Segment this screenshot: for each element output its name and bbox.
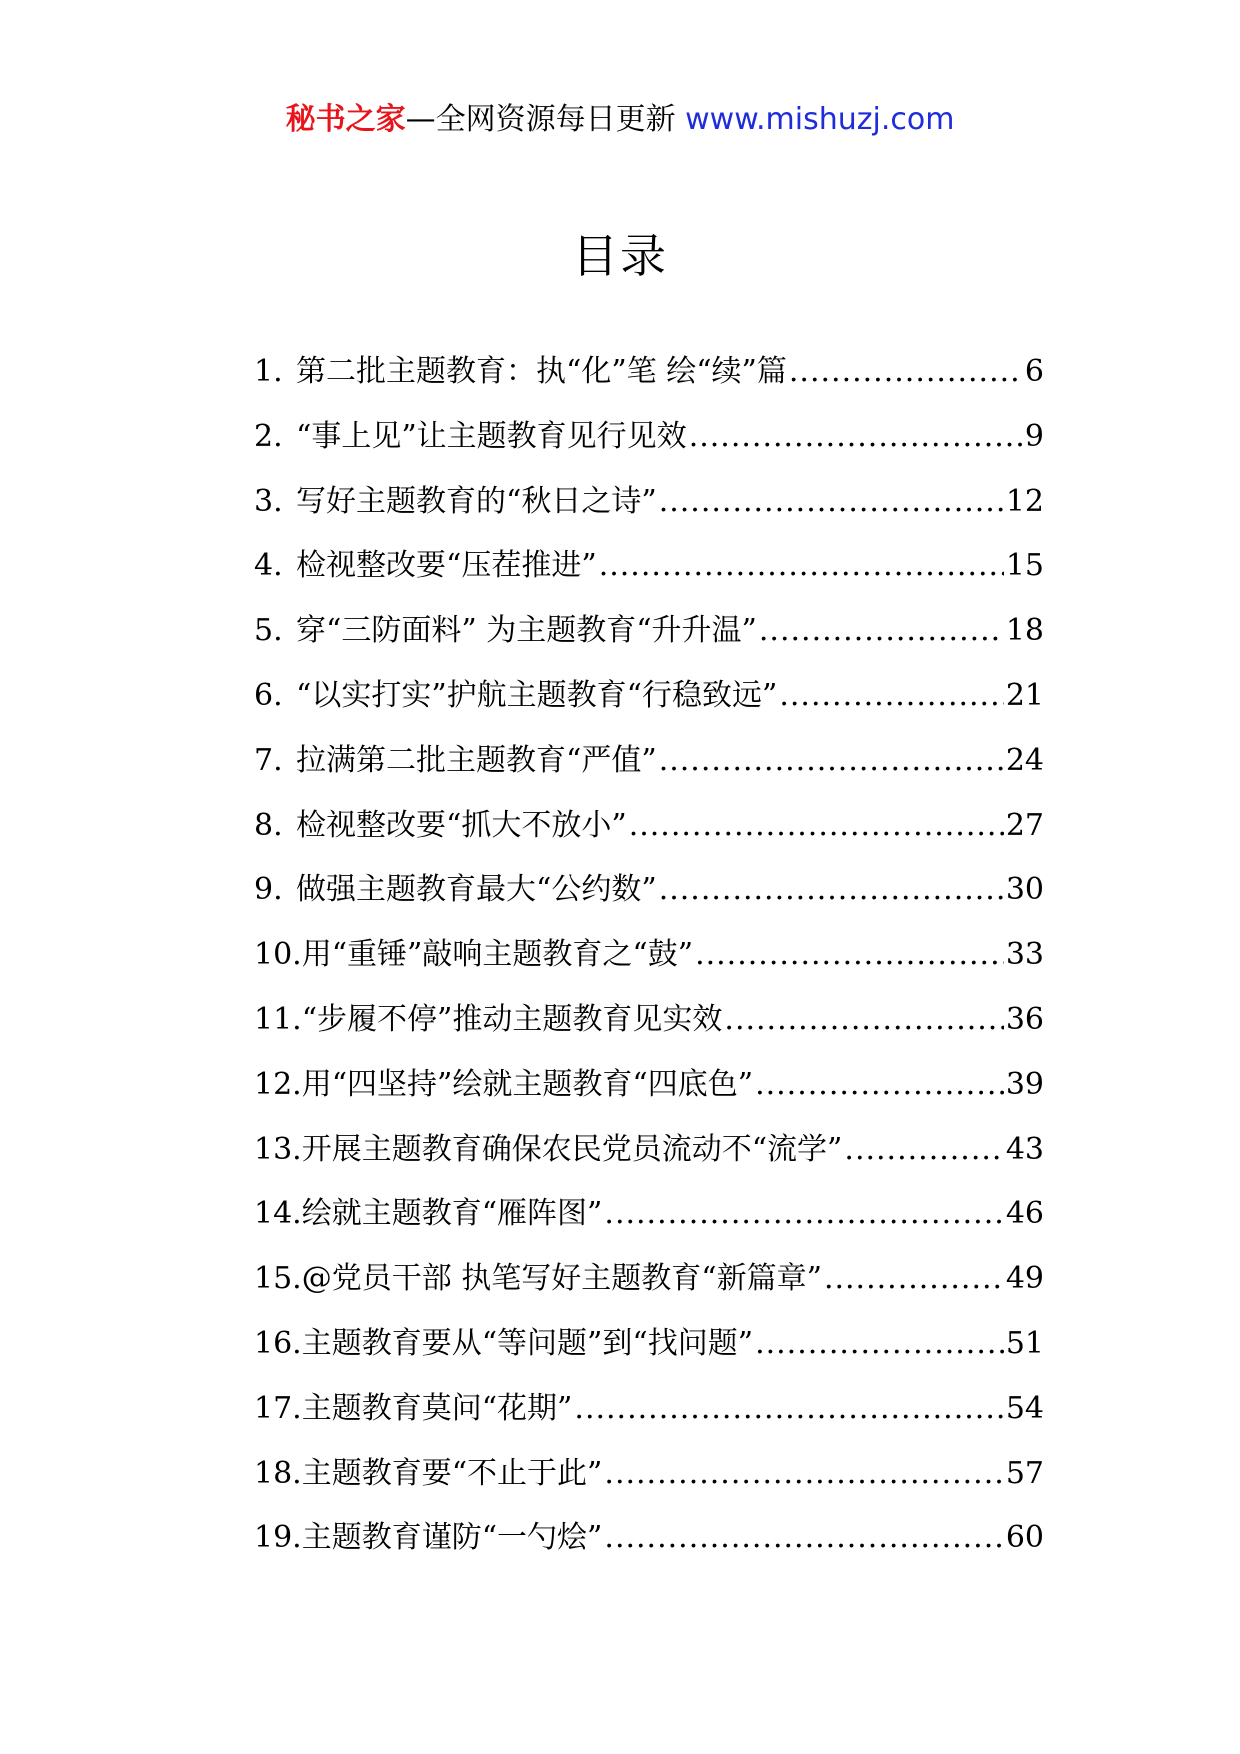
toc-entry-number: 18. — [254, 1455, 302, 1491]
toc-leader-dots — [779, 676, 1003, 716]
toc-entry-number: 15. — [254, 1261, 302, 1297]
toc-entry-number: 6. — [254, 677, 283, 713]
toc-entry-page-number: 49 — [1005, 1261, 1044, 1297]
toc-entry-title: 穿“三防面料” 为主题教育“升升温” — [296, 613, 757, 649]
toc-leader-dots — [844, 1130, 1003, 1170]
toc-leader-dots — [659, 482, 1004, 522]
toc-entry-page-number: 39 — [1005, 1066, 1044, 1102]
brand-name: 秘书之家 — [285, 102, 406, 137]
toc-entry-number: 4. — [254, 548, 283, 584]
toc-leader-dots — [599, 546, 1004, 586]
toc-entry[interactable] — [254, 1518, 1044, 1583]
toc-entry-page-number: 60 — [1005, 1520, 1044, 1556]
toc-entry-number: 8. — [254, 807, 283, 843]
toc-entry-title: 做强主题教育最大“公约数” — [296, 872, 657, 908]
toc-entry-title: 主题教育莫问“花期” — [301, 1390, 573, 1426]
toc-leader-dots — [689, 417, 1023, 457]
toc-entry[interactable] — [254, 352, 1044, 417]
toc-entry[interactable] — [254, 417, 1044, 482]
toc-entry-title: 拉满第二批主题教育“严值” — [296, 742, 657, 778]
toc-entry-page-number: 46 — [1005, 1196, 1044, 1232]
toc-entry-title: 用“重锤”敲响主题教育之“鼓” — [301, 937, 694, 973]
toc-entry-title: 用“四坚持”绘就主题教育“四底色” — [301, 1066, 754, 1102]
toc-leader-dots — [695, 935, 1004, 975]
toc-leader-dots — [824, 1259, 1004, 1299]
toc-entry-title: “步履不停”推动主题教育见实效 — [301, 1001, 723, 1037]
toc-leader-dots — [759, 611, 1004, 651]
toc-entry-number: 10. — [254, 937, 302, 973]
header-tagline: —全网资源每日更新 — [405, 102, 676, 137]
toc-entry-title: 检视整改要“抓大不放小” — [296, 807, 627, 843]
toc-entry-page-number: 43 — [1005, 1131, 1044, 1167]
toc-entry-page-number: 12 — [1005, 483, 1044, 519]
toc-leader-dots — [659, 870, 1004, 910]
toc-entry-title: @党员干部 执笔写好主题教育“新篇章” — [301, 1261, 822, 1297]
toc-entry-number: 9. — [254, 872, 283, 908]
toc-entry[interactable] — [254, 741, 1044, 806]
toc-entry[interactable] — [254, 935, 1044, 1000]
toc-entry-number: 2. — [254, 418, 283, 454]
toc-entry-title: 主题教育谨防“一勺烩” — [301, 1520, 603, 1556]
toc-entry[interactable] — [254, 1454, 1044, 1519]
toc-entry[interactable] — [254, 482, 1044, 547]
toc-leader-dots — [789, 352, 1023, 392]
toc-entry[interactable] — [254, 1065, 1044, 1130]
toc-entry-page-number: 9 — [1024, 418, 1044, 454]
toc-entry-number: 12. — [254, 1066, 302, 1102]
toc-entry-title: 第二批主题教育：执“化”笔 绘“续”篇 — [296, 354, 787, 389]
toc-entry[interactable] — [254, 1259, 1044, 1324]
toc-entry-title: “事上见”让主题教育见行见效 — [296, 418, 687, 454]
toc-leader-dots — [604, 1518, 1003, 1558]
toc-entry[interactable] — [254, 1000, 1044, 1065]
toc-leader-dots — [659, 741, 1004, 781]
toc-entry[interactable] — [254, 611, 1044, 676]
toc-entry-page-number: 27 — [1005, 807, 1044, 843]
toc-entry[interactable] — [254, 1194, 1044, 1259]
toc-entry-title: 主题教育要“不止于此” — [301, 1455, 603, 1491]
toc-entry[interactable] — [254, 806, 1044, 871]
toc-entry[interactable] — [254, 1130, 1044, 1195]
toc-entry-title: 检视整改要“压茬推进” — [296, 548, 597, 584]
toc-entry-page-number: 51 — [1005, 1325, 1044, 1361]
toc-leader-dots — [574, 1389, 1003, 1429]
toc-entry-page-number: 57 — [1005, 1455, 1044, 1491]
toc-entry-number: 14. — [254, 1196, 302, 1232]
toc-entry[interactable] — [254, 1389, 1044, 1454]
toc-leader-dots — [629, 806, 1004, 846]
toc-entry-number: 7. — [254, 742, 283, 778]
toc-entry-page-number: 54 — [1005, 1390, 1044, 1426]
toc-entry-page-number: 6 — [1024, 354, 1044, 389]
toc-entry-title: 主题教育要从“等问题”到“找问题” — [301, 1325, 754, 1361]
toc-leader-dots — [604, 1194, 1003, 1234]
toc-entry-page-number: 15 — [1005, 548, 1044, 584]
toc-entry-page-number: 21 — [1005, 677, 1044, 713]
toc-entry-title: 绘就主题教育“雁阵图” — [301, 1196, 603, 1232]
toc-entry-page-number: 33 — [1005, 937, 1044, 973]
toc-leader-dots — [755, 1324, 1004, 1364]
toc-entry-number: 5. — [254, 613, 283, 649]
site-link[interactable]: www.mishuzj.com — [685, 102, 955, 137]
toc-leader-dots — [724, 1000, 1003, 1040]
toc-entry-number: 19. — [254, 1520, 302, 1556]
page-title: 目录 — [572, 229, 668, 283]
toc-entry[interactable] — [254, 1324, 1044, 1389]
toc-entry-number: 16. — [254, 1325, 302, 1361]
toc-entry[interactable] — [254, 870, 1044, 935]
toc-entry-number: 13. — [254, 1131, 302, 1167]
toc-entry-number: 1. — [254, 354, 283, 389]
toc-leader-dots — [755, 1065, 1004, 1105]
toc-entry-title: “以实打实”护航主题教育“行稳致远” — [296, 677, 778, 713]
toc-entry[interactable] — [254, 676, 1044, 741]
toc-entry-number: 17. — [254, 1390, 302, 1426]
toc-entry-title: 写好主题教育的“秋日之诗” — [296, 483, 657, 519]
toc-entry-page-number: 30 — [1005, 872, 1044, 908]
toc-entry-page-number: 36 — [1005, 1001, 1044, 1037]
toc-entry-title: 开展主题教育确保农民党员流动不“流学” — [301, 1131, 843, 1167]
page-header — [0, 100, 1240, 140]
toc-entry-number: 3. — [254, 483, 283, 519]
toc-entry[interactable] — [254, 546, 1044, 611]
toc-entry-page-number: 18 — [1005, 613, 1044, 649]
table-of-contents — [254, 352, 1044, 1583]
toc-entry-page-number: 24 — [1005, 742, 1044, 778]
toc-entry-number: 11. — [254, 1001, 302, 1037]
toc-leader-dots — [604, 1454, 1003, 1494]
